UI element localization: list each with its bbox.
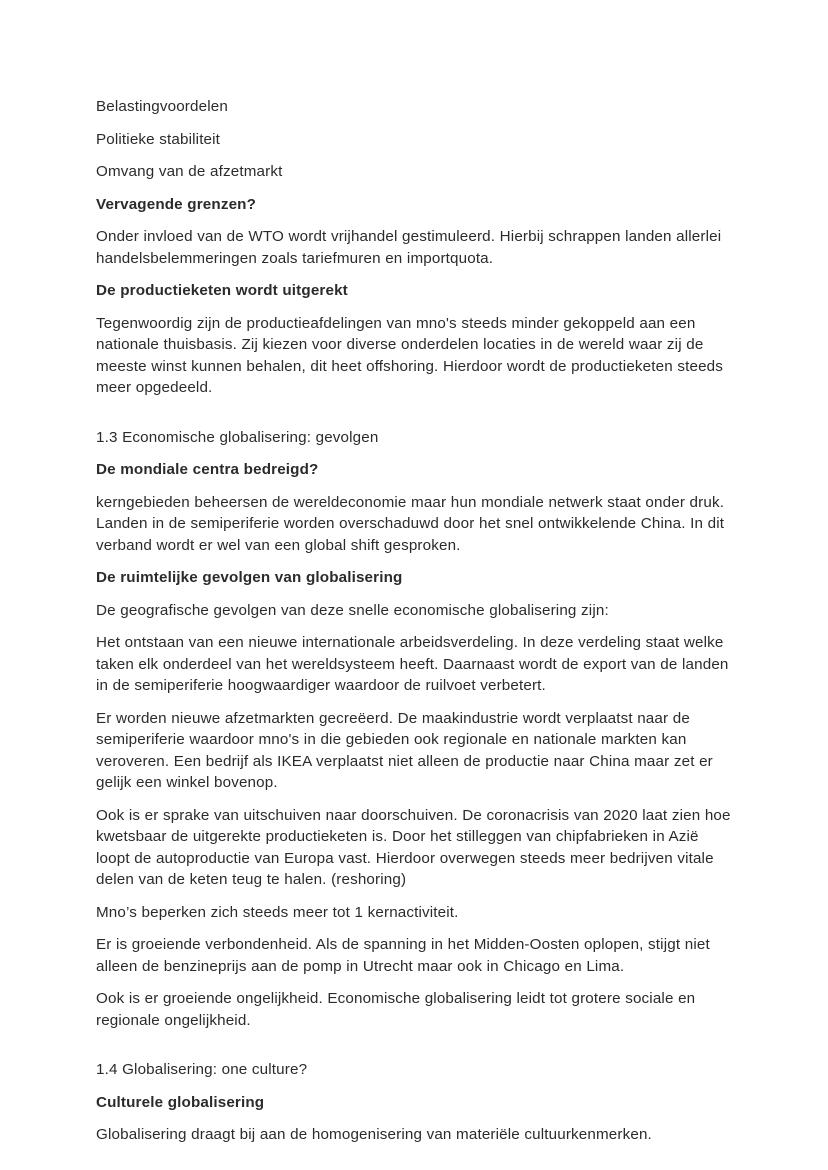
paragraph-text: Onder invloed van de WTO wordt vrijhandel gestimuleerd. Hierbij schrappen landen allerlei handelsbelemmeringen zoals tariefmuren en importquota. (96, 228, 722, 267)
paragraph-text: Er worden nieuwe afzetmarkten gecreëerd. De maakindustrie wordt verplaatst naar de semiperiferie waardoor mno's in die gebieden ook regionale en nationale markten kan veroveren. Een bedrijf als IKEA verplaatst niet alleen de productie naar China maar zet er gelijk een winkel bovenop. (96, 709, 713, 791)
document-body (96, 96, 732, 1146)
paragraph-text: Belastingvoordelen (96, 98, 228, 115)
paragraph-text: Het ontstaan van een nieuwe internationale arbeidsverdeling. In deze verdeling staat welke taken elk onderdeel van het wereldsysteem heeft. Daarnaast wordt de export van de landen in de semiperiferie hoogwaardiger waardoor de ruilvoet verbetert. (96, 634, 729, 694)
paragraph-text: De geografische gevolgen van deze snelle economische globalisering zijn: (96, 601, 609, 619)
paragraph-text: kerngebieden beheersen de wereldeconomie maar hun mondiale netwerk staat onder druk. Landen in de semiperiferie worden overschaduwd door het snel ontwikkelende China. In dit verband wordt er wel van een global shift gesproken. (96, 493, 725, 554)
paragraph-text: Tegenwoordig zijn de productieafdelingen van mno's steeds minder gekoppeld aan een nationale thuisbasis. Zij kiezen voor diverse onderdelen locaties in de wereld waar zij de meeste winst kunnen behalen, dit heet offshoring. Hierdoor wordt de productieketen steeds meer opgedeeld. (96, 314, 724, 396)
paragraph-text: Globalisering draagt bij aan de homogenisering van materiële cultuurkenmerken. (96, 1126, 652, 1143)
paragraph-text: Omvang van de afzetmarkt (96, 163, 283, 180)
paragraph-text: Politieke stabiliteit (96, 130, 221, 148)
paragraph-text: Ook is er groeiende ongelijkheid. Economische globalisering leidt tot grotere sociale en regionale ongelijkheid. (96, 990, 696, 1029)
section-heading: 1.3 Economische globalisering: gevolgen (96, 428, 379, 446)
paragraph-text: Mno’s beperken zich steeds meer tot 1 kernactiviteit. (96, 903, 459, 921)
paragraph-heading: De mondiale centra bedreigd? (96, 461, 319, 478)
section-heading: 1.4 Globalisering: one culture? (96, 1061, 308, 1078)
paragraph-text: Ook is er sprake van uitschuiven naar doorschuiven. De coronacrisis van 2020 laat zien hoe kwetsbaar de uitgerekte productieketen is. Door het stilleggen van chipfabrieken in Azië loopt de autoproductie van Europa vast. Hierdoor overwegen steeds meer bedrijven vitale delen van de keten teug te halen. (reshoring) (96, 806, 731, 888)
paragraph-text: Er is groeiende verbondenheid. Als de spanning in het Midden-Oosten oplopen, stijgt niet alleen de benzineprijs aan de pomp in Utrecht maar ook in Chicago en Lima. (96, 936, 710, 975)
paragraph-heading: De ruimtelijke gevolgen van globalisering (96, 569, 403, 586)
paragraph-heading: Culturele globalisering (96, 1093, 265, 1111)
paragraph-heading: Vervagende grenzen? (96, 195, 257, 213)
paragraph-heading: De productieketen wordt uitgerekt (96, 282, 348, 299)
